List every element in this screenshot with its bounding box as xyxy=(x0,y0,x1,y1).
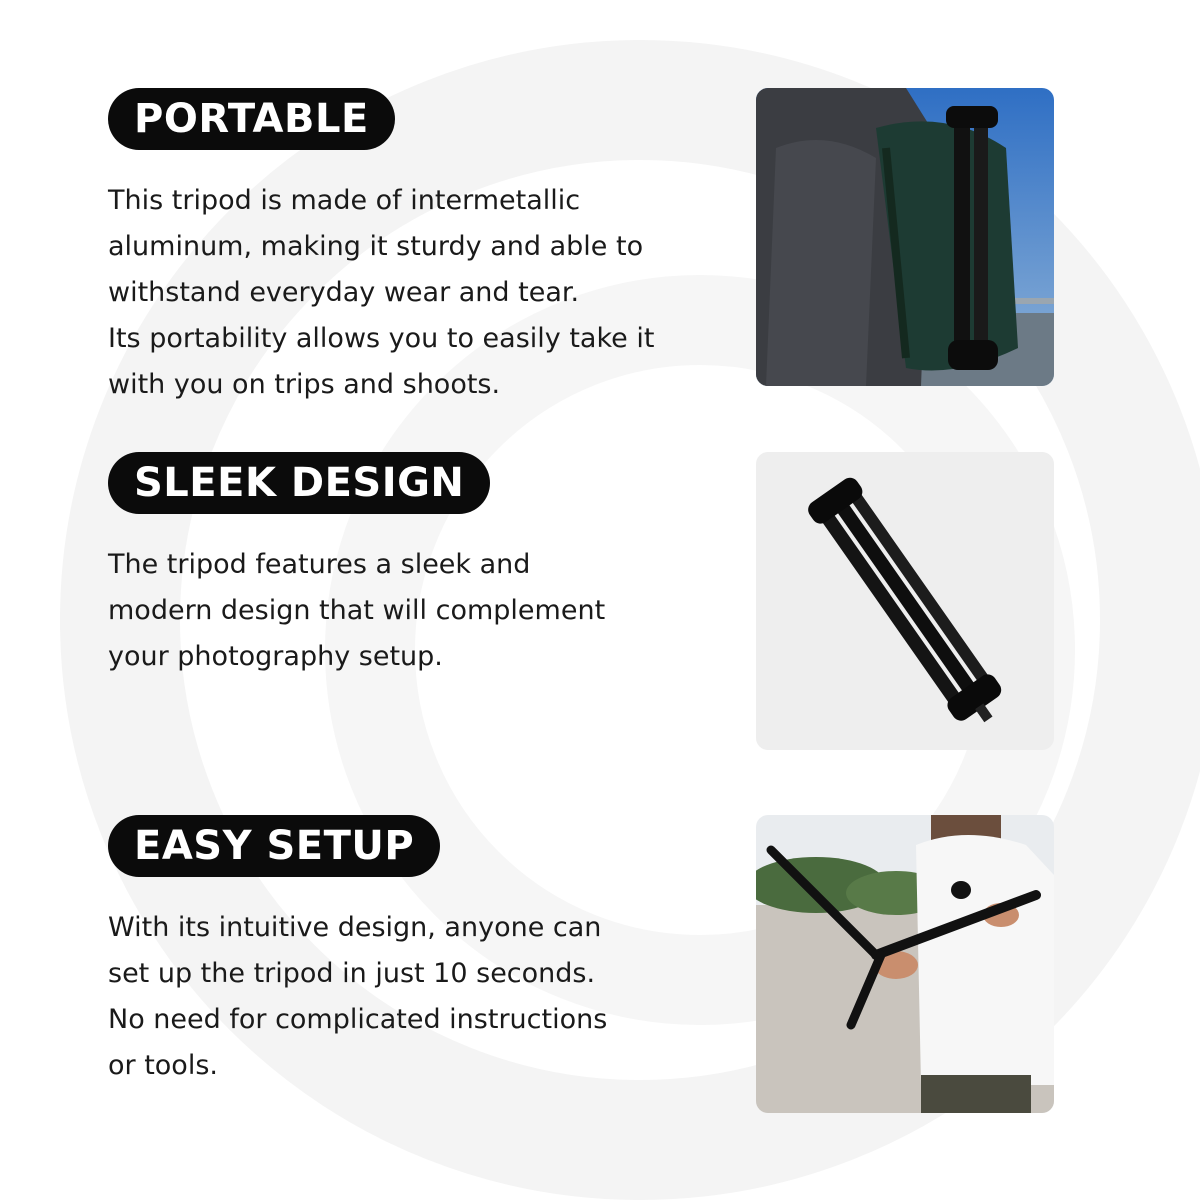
feature-description xyxy=(108,542,728,680)
description-line: aluminum, making it sturdy and able to xyxy=(108,231,644,262)
heading-pill: SLEEK DESIGN xyxy=(108,452,490,514)
feature-sleek-design xyxy=(0,452,1200,752)
description-line: Its portability allows you to easily take it xyxy=(108,323,655,354)
description-line: With its intuitive design, anyone can xyxy=(108,912,602,943)
feature-easy-setup xyxy=(0,815,1200,1115)
description-line: This tripod is made of intermetallic xyxy=(108,185,581,216)
heading-pill: PORTABLE xyxy=(108,88,395,150)
description-line: No need for complicated instructions xyxy=(108,1004,608,1035)
backpack-tripod-photo xyxy=(756,88,1054,386)
feature-description xyxy=(108,178,728,408)
description-line: your photography setup. xyxy=(108,641,443,672)
feature-portable xyxy=(0,88,1200,400)
description-line: or tools. xyxy=(108,1050,218,1081)
description-line: withstand everyday wear and tear. xyxy=(108,277,580,308)
heading-pill: EASY SETUP xyxy=(108,815,440,877)
description-line: set up the tripod in just 10 seconds. xyxy=(108,958,596,989)
description-line: The tripod features a sleek and xyxy=(108,549,531,580)
description-line: with you on trips and shoots. xyxy=(108,369,501,400)
man-unfolding-tripod-photo xyxy=(756,815,1054,1113)
description-line: modern design that will complement xyxy=(108,595,606,626)
feature-description xyxy=(108,905,728,1089)
folded-tripod-photo xyxy=(756,452,1054,750)
